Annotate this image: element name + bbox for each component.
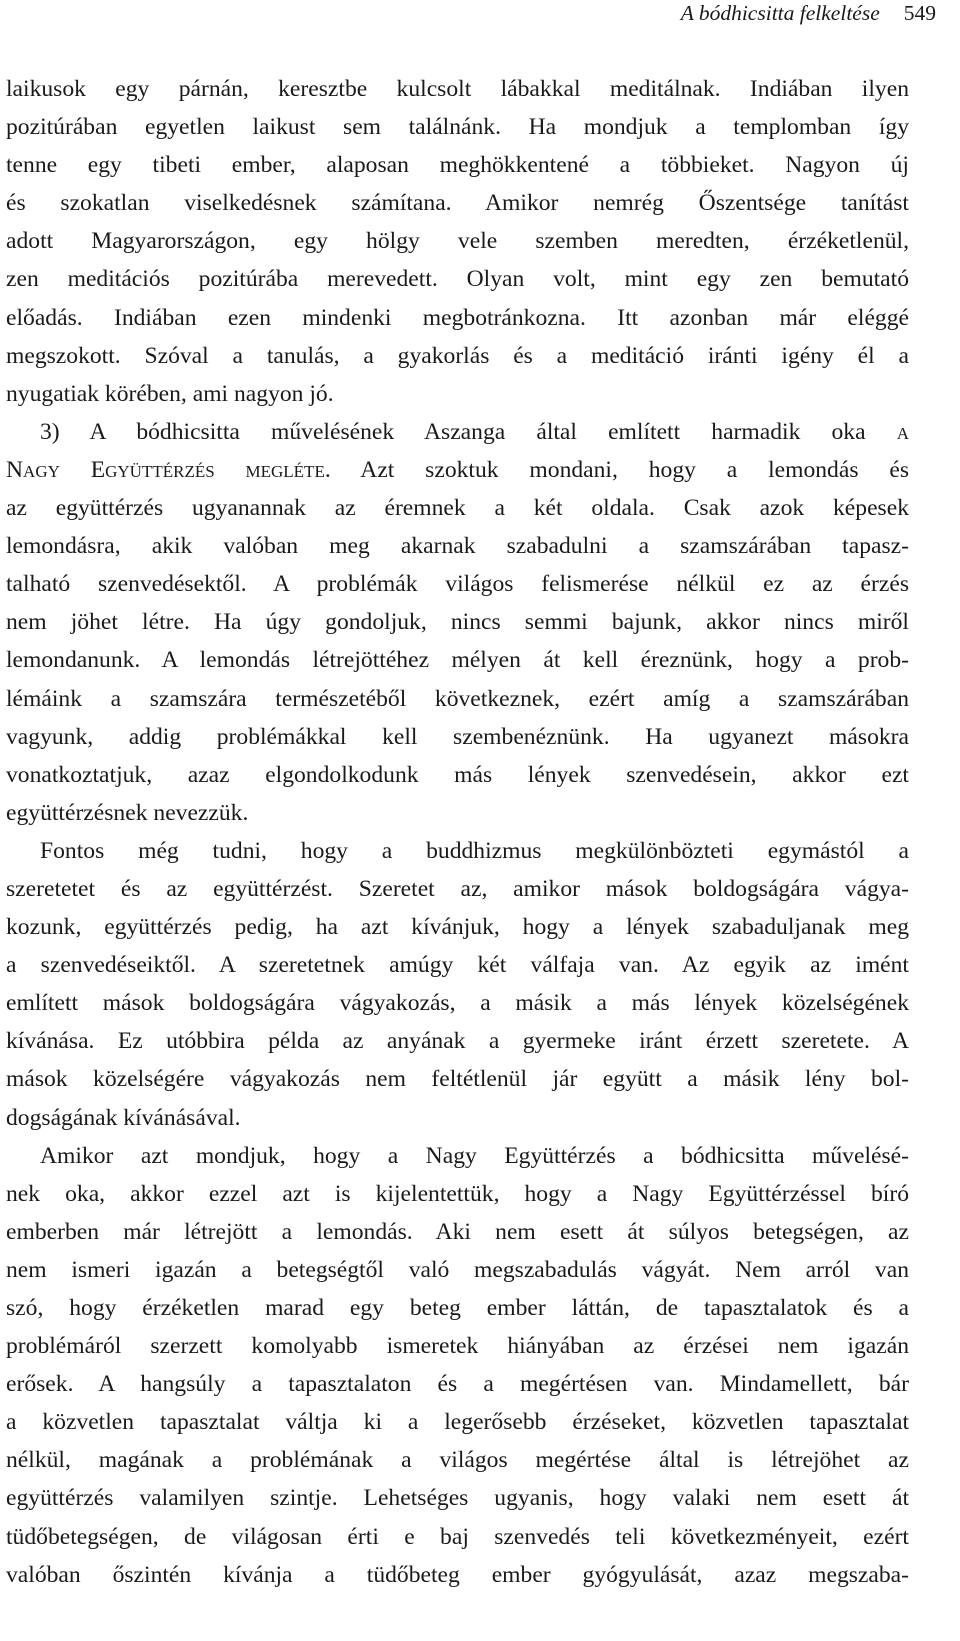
line-text: problémáról szerzett komolyabb ismeretek hiányában az érzései nem igazán bbox=[6, 1333, 909, 1360]
text-line bbox=[6, 1213, 909, 1251]
text-line bbox=[6, 984, 909, 1022]
line-text: vonatkoztatjuk, azaz elgondolkodunk más lények szenvedésein, akkor ezt bbox=[6, 761, 909, 788]
text-line bbox=[6, 527, 909, 565]
text-line bbox=[6, 1022, 909, 1060]
text-line bbox=[6, 1099, 909, 1137]
line-text: nyugatiak körében, ami nagyon jó. bbox=[6, 380, 334, 407]
text-line bbox=[6, 413, 909, 451]
text-line bbox=[6, 1365, 909, 1403]
line-text: nem ismeri igazán a betegségtől való megszabadulás vágyát. Nem arról van bbox=[6, 1256, 909, 1283]
line-text: nem jöhet létre. Ha úgy gondoljuk, nincs semmi bajunk, akkor nincs miről bbox=[6, 609, 909, 636]
line-text: az együttérzés ugyanannak az éremnek a két oldala. Csak azok képesek bbox=[6, 495, 909, 522]
line-text: szeretetet és az együttérzést. Szeretet az, amikor mások boldogságára vágya- bbox=[6, 875, 909, 902]
line-text: nélkül, magának a problémának a világos megértése által is létrejöhet az bbox=[6, 1447, 909, 1474]
text-line bbox=[6, 108, 909, 146]
page-number: 549 bbox=[903, 1, 936, 25]
text-line bbox=[6, 260, 909, 298]
line-text: Azt szoktuk mondani, hogy a lemondás és bbox=[330, 456, 909, 483]
line-text: és szokatlan viselkedésnek számítana. Amikor nemrég Őszentsége tanítást bbox=[6, 190, 909, 217]
text-line bbox=[6, 70, 909, 108]
text-line bbox=[6, 1175, 909, 1213]
text-line bbox=[6, 946, 909, 984]
running-head bbox=[681, 0, 936, 26]
smallcaps-phrase: Nagy Együttérzés megléte. bbox=[6, 456, 331, 483]
text-line bbox=[6, 375, 909, 413]
line-text: a közvetlen tapasztalat váltja ki a legerősebb érzéseket, közvetlen tapasztalat bbox=[6, 1409, 909, 1436]
running-title: A bódhicsitta felkeltése bbox=[680, 1, 880, 25]
text-line bbox=[6, 603, 909, 641]
text-line bbox=[6, 680, 909, 718]
text-line bbox=[6, 1327, 909, 1365]
text-line bbox=[6, 146, 909, 184]
line-text: dogságának kívánásával. bbox=[6, 1104, 241, 1131]
line-text: lémáink a szamszára természetéből következnek, ezért amíg a szamszárában bbox=[6, 685, 909, 712]
text-line bbox=[6, 870, 909, 908]
text-line bbox=[6, 565, 909, 603]
text-line bbox=[6, 718, 909, 756]
text-line bbox=[6, 1137, 909, 1175]
line-text: 3) A bódhicsitta művelésének Aszanga által említett harmadik oka bbox=[40, 418, 866, 445]
line-text: előadás. Indiában ezen mindenki megbotránkozna. Itt azonban már eléggé bbox=[6, 304, 909, 331]
text-line bbox=[6, 299, 909, 337]
line-text: tenne egy tibeti ember, alaposan meghökkentené a többieket. Nagyon új bbox=[6, 152, 909, 179]
line-text: kozunk, együttérzés pedig, ha azt kívánjuk, hogy a lények szabaduljanak meg bbox=[6, 914, 909, 941]
line-text: laikusok egy párnán, keresztbe kulcsolt lábakkal meditálnak. Indiában ilyen bbox=[6, 76, 909, 102]
text-line bbox=[6, 1518, 909, 1556]
text-line bbox=[6, 222, 909, 260]
text-line bbox=[6, 337, 909, 375]
line-text: tüdőbetegségen, de világosan érti e baj szenvedés teli következményeit, ezért bbox=[6, 1523, 909, 1550]
line-text: említett mások boldogságára vágyakozás, a másik a más lények közelségének bbox=[6, 990, 909, 1017]
line-text: megszokott. Szóval a tanulás, a gyakorlás és a meditáció iránti igény él a bbox=[6, 342, 909, 369]
line-text: emberben már létrejött a lemondás. Aki nem esett át súlyos betegségen, az bbox=[6, 1218, 909, 1245]
line-text: szó, hogy érzéketlen marad egy beteg ember láttán, de tapasztalatok és a bbox=[6, 1295, 909, 1321]
text-line bbox=[6, 908, 909, 946]
line-text: a szenvedéseiktől. A szeretetnek amúgy két válfaja van. Az egyik az imént bbox=[6, 952, 909, 979]
line-text: lemondásra, akik valóban meg akarnak szabadulni a szamszárában tapasz- bbox=[6, 533, 909, 560]
line-text: adott Magyarországon, egy hölgy vele szemben meredten, érzéketlenül, bbox=[6, 228, 909, 255]
line-text: vagyunk, addig problémákkal kell szembenéznünk. Ha ugyanezt másokra bbox=[6, 723, 909, 750]
text-line bbox=[6, 184, 909, 222]
text-line bbox=[6, 1289, 909, 1327]
text-line bbox=[6, 1441, 909, 1479]
line-text: pozitúrában egyetlen laikust sem találnánk. Ha mondjuk a templomban így bbox=[6, 114, 909, 141]
line-text: nek oka, akkor ezzel azt is kijelentettük, hogy a Nagy Együttérzéssel bíró bbox=[6, 1180, 909, 1207]
text-line bbox=[6, 1403, 909, 1441]
text-line bbox=[6, 794, 909, 832]
line-text: együttérzésnek nevezzük. bbox=[6, 799, 249, 826]
text-line bbox=[6, 756, 909, 794]
line-text: erősek. A hangsúly a tapasztalaton és a megértésen van. Mindamellett, bár bbox=[6, 1371, 909, 1398]
text-line bbox=[6, 489, 909, 527]
line-text: valóban őszintén kívánja a tüdőbeteg ember gyógyulását, azaz megszaba- bbox=[6, 1561, 909, 1588]
line-text: kívánása. Ez utóbbira példa az anyának a gyermeke iránt érzett szeretete. A bbox=[6, 1028, 909, 1055]
line-text: lemondanunk. A lemondás létrejöttéhez mélyen át kell éreznünk, hogy a prob- bbox=[6, 647, 909, 674]
line-text: Amikor azt mondjuk, hogy a Nagy Együttérzés a bódhicsitta művelésé- bbox=[40, 1142, 909, 1169]
text-line bbox=[6, 832, 909, 870]
line-text: talható szenvedésektől. A problémák világos felismerése nélkül ez az érzés bbox=[6, 571, 909, 598]
text-line bbox=[6, 451, 909, 489]
line-text: együttérzés valamilyen szintje. Lehetséges ugyanis, hogy valaki nem esett át bbox=[6, 1485, 909, 1512]
text-line bbox=[6, 1556, 909, 1594]
text-line bbox=[6, 641, 909, 679]
smallcaps-phrase: a bbox=[896, 418, 909, 445]
text-line bbox=[6, 1060, 909, 1098]
text-line bbox=[6, 1251, 909, 1289]
text-line bbox=[6, 1479, 909, 1517]
body-text bbox=[6, 70, 909, 1594]
line-text: zen meditációs pozitúrába merevedett. Olyan volt, mint egy zen bemutató bbox=[6, 266, 909, 293]
line-text: Fontos még tudni, hogy a buddhizmus megkülönbözteti egymástól a bbox=[40, 837, 909, 864]
line-text: mások közelségére vágyakozás nem feltétlenül jár együtt a másik lény bol- bbox=[6, 1066, 909, 1093]
